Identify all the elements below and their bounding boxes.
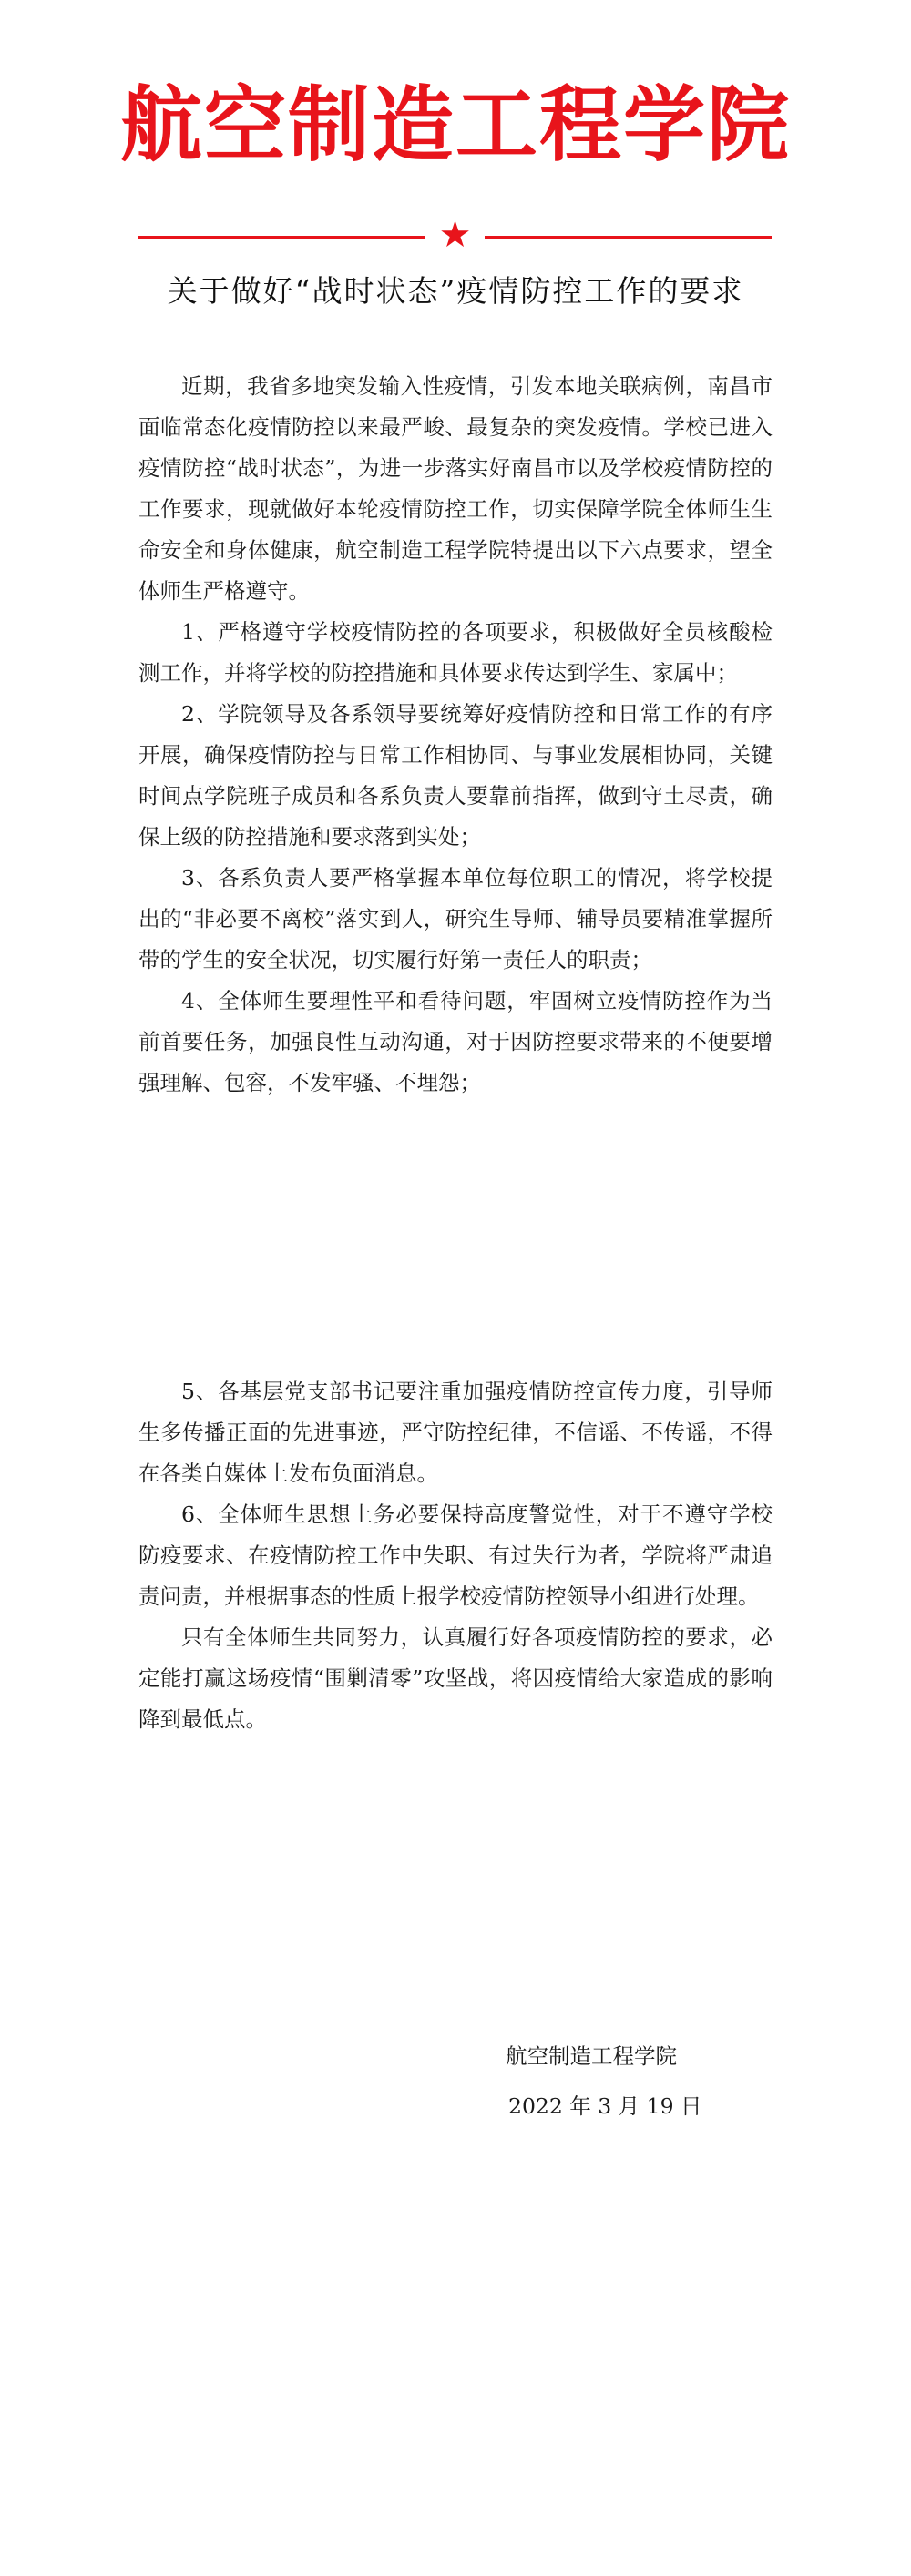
- red-divider: [138, 214, 772, 256]
- requirement-item-6: 6、全体师生思想上务必要保持高度警觉性，对于不遵守学校防疫要求、在疫情防控工作中失职、有过失行为者，学院将严肃追责问责，并根据事态的性质上报学校疫情防控领导小组进行处理。: [138, 1502, 773, 1609]
- divider-line-right: [485, 236, 772, 239]
- star-icon: ★: [438, 214, 472, 256]
- body-section-1: [138, 366, 773, 1104]
- divider-line-left: [138, 236, 425, 239]
- closing-paragraph: 只有全体师生共同努力，认真履行好各项疫情防控的要求，必定能打赢这场疫情“围剿清零”攻坚战，将因疫情给大家造成的影响降到最低点。: [138, 1624, 773, 1732]
- requirement-item-2: 2、学院领导及各系领导要统筹好疫情防控和日常工作的有序开展，确保疫情防控与日常工作相协同、与事业发展相协同，关键时间点学院班子成员和各系负责人要靠前指挥，做到守土尽责，确保上级的防控措施和要求落到实处；: [138, 701, 773, 850]
- requirement-item-5: 5、各基层党支部书记要注重加强疫情防控宣传力度，引导师生多传播正面的先进事迹，严守防控纪律，不信谣、不传谣，不得在各类自媒体上发布负面消息。: [138, 1379, 773, 1486]
- institution-masthead: 航空制造工程学院: [120, 76, 791, 173]
- signature-organization: 航空制造工程学院: [506, 2043, 677, 2069]
- requirement-item-4: 4、全体师生要理性平和看待问题，牢固树立疫情防控作为当前首要任务，加强良性互动沟通，对于因防控要求带来的不便要增强理解、包容，不发牢骚、不埋怨；: [138, 988, 773, 1095]
- requirement-item-3: 3、各系负责人要严格掌握本单位每位职工的情况，将学校提出的“非必要不离校”落实到人，研究生导师、辅导员要精准掌握所带的学生的安全状况，切实履行好第一责任人的职责；: [138, 865, 773, 972]
- intro-paragraph: 近期，我省多地突发输入性疫情，引发本地关联病例，南昌市面临常态化疫情防控以来最严峻、最复杂的突发疫情。学校已进入疫情防控“战时状态”，为进一步落实好南昌市以及学校疫情防控的工作要求，现就做好本轮疫情防控工作，切实保障学院全体师生生命安全和身体健康，航空制造工程学院特提出以下六点要求，望全体师生严格遵守。: [138, 373, 773, 604]
- requirement-item-1: 1、严格遵守学校疫情防控的各项要求，积极做好全员核酸检测工作，并将学校的防控措施和具体要求传达到学生、家属中；: [138, 619, 773, 686]
- signature-date: 2022 年 3 月 19 日: [508, 2093, 702, 2119]
- document-title: 关于做好“战时状态”疫情防控工作的要求: [167, 273, 744, 309]
- body-section-2: [138, 1371, 773, 1740]
